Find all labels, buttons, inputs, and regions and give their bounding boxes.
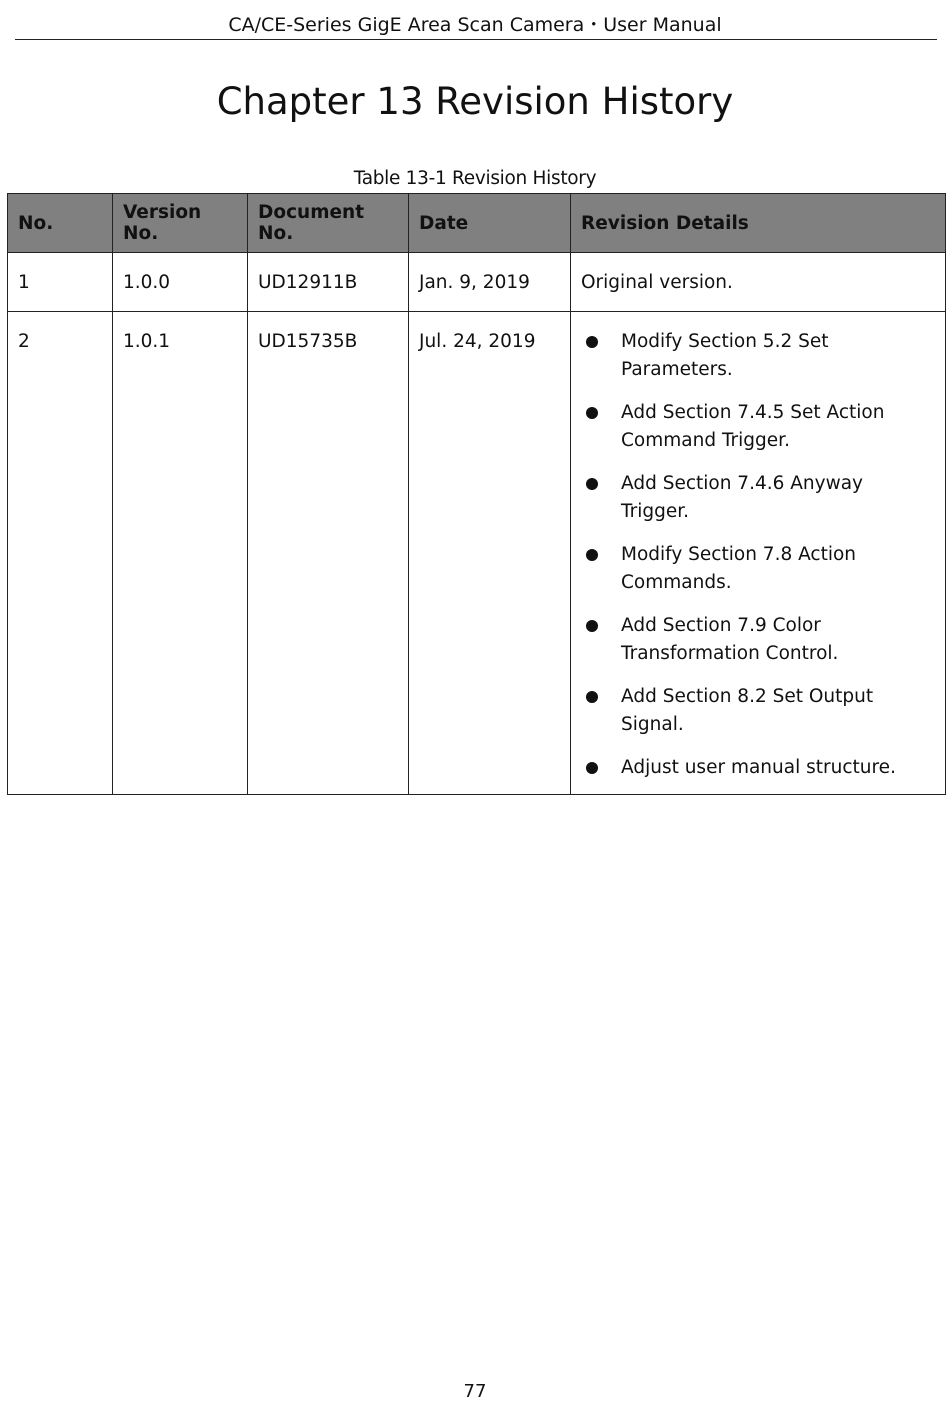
list-item-text: Add Section 7.9 Color Transformation Control. <box>621 615 839 664</box>
list-item <box>581 754 935 782</box>
table-header-row <box>8 194 946 253</box>
column-header-version: Version No. <box>113 194 248 253</box>
table-row <box>8 253 946 312</box>
bullet-icon <box>586 336 598 348</box>
cell-no: 2 <box>8 312 113 795</box>
cell-date: Jan. 9, 2019 <box>409 253 571 312</box>
revision-details-list <box>581 328 935 782</box>
cell-revision-details: Original version. <box>571 253 946 312</box>
running-header: CA/CE-Series GigE Area Scan Camera・User Manual <box>228 14 722 36</box>
table-caption: Table 13-1 Revision History <box>353 168 597 189</box>
cell-document: UD15735B <box>248 312 409 795</box>
list-item <box>581 470 935 526</box>
list-item <box>581 328 935 384</box>
list-item <box>581 612 935 668</box>
bullet-icon <box>586 549 598 561</box>
list-item-text: Add Section 8.2 Set Output Signal. <box>621 686 874 735</box>
bullet-icon <box>586 478 598 490</box>
cell-revision-details <box>571 312 946 795</box>
cell-no: 1 <box>8 253 113 312</box>
bullet-icon <box>586 691 598 703</box>
list-item <box>581 399 935 455</box>
column-header-date: Date <box>409 194 571 253</box>
bullet-icon <box>586 762 598 774</box>
bullet-icon <box>586 620 598 632</box>
revision-history-table <box>7 193 946 795</box>
list-item-text: Adjust user manual structure. <box>621 757 896 778</box>
chapter-title: Chapter 13 Revision History <box>216 80 734 123</box>
header-divider <box>15 39 937 40</box>
table-row <box>8 312 946 795</box>
page-number: 77 <box>463 1381 487 1402</box>
cell-document: UD12911B <box>248 253 409 312</box>
cell-version: 1.0.0 <box>113 253 248 312</box>
column-header-document: Document No. <box>248 194 409 253</box>
list-item-text: Modify Section 5.2 Set Parameters. <box>621 331 829 380</box>
column-header-no: No. <box>8 194 113 253</box>
list-item <box>581 541 935 597</box>
column-header-revision-details: Revision Details <box>571 194 946 253</box>
cell-version: 1.0.1 <box>113 312 248 795</box>
bullet-icon <box>586 407 598 419</box>
cell-date: Jul. 24, 2019 <box>409 312 571 795</box>
list-item-text: Add Section 7.4.5 Set Action Command Trigger. <box>621 402 885 451</box>
list-item <box>581 683 935 739</box>
list-item-text: Add Section 7.4.6 Anyway Trigger. <box>621 473 864 522</box>
list-item-text: Modify Section 7.8 Action Commands. <box>621 544 857 593</box>
